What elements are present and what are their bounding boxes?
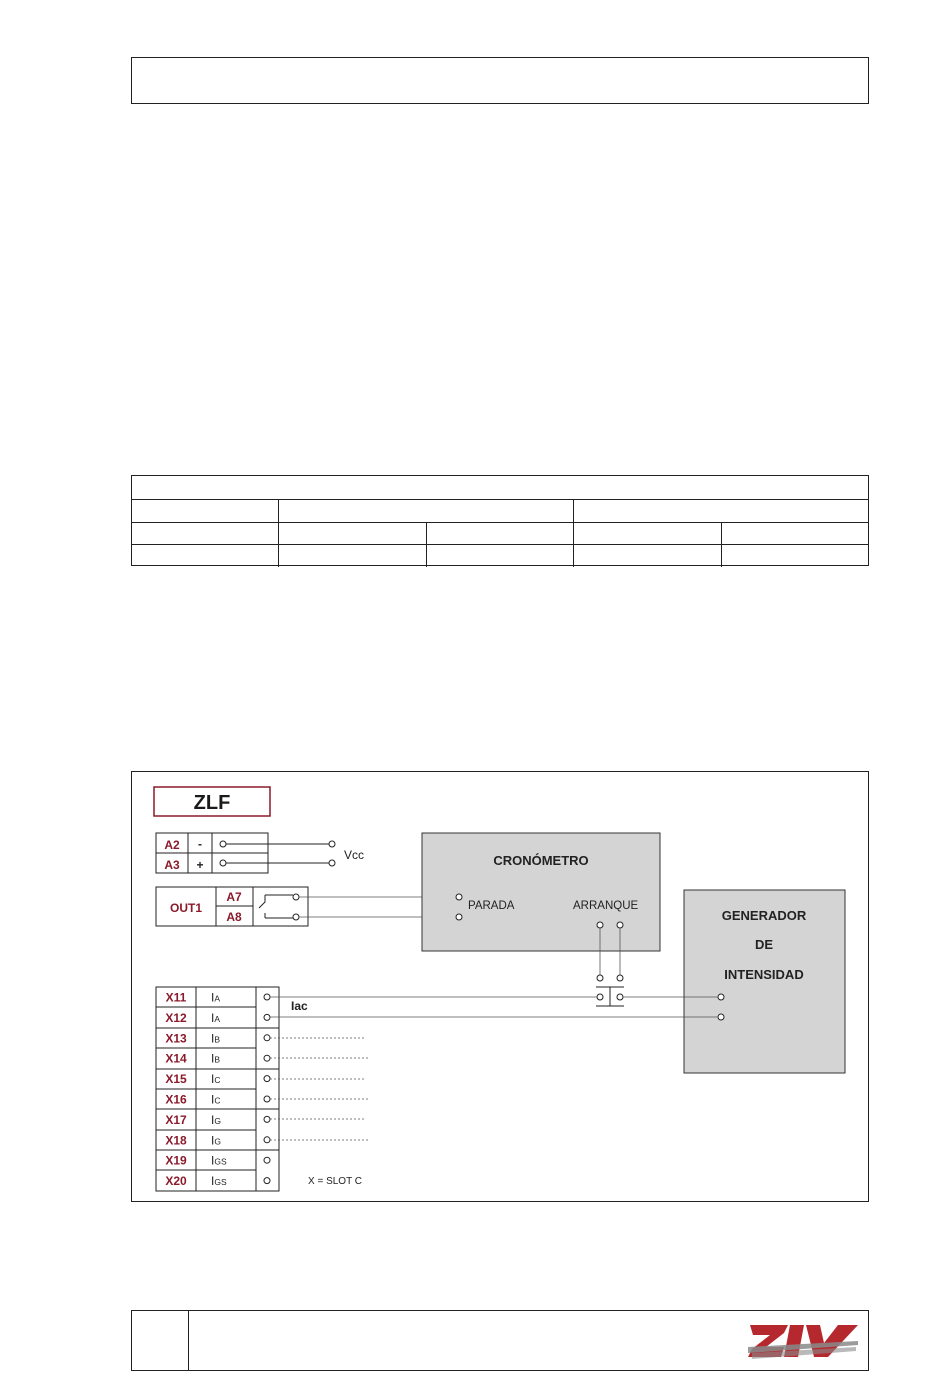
- terminal-connector: [264, 1178, 270, 1184]
- terminal-id-label: X15: [165, 1072, 187, 1087]
- terminal-id-label: X14: [165, 1051, 187, 1066]
- table-col-divider: [721, 522, 722, 567]
- terminal-signal-label: [211, 1133, 221, 1147]
- signal-main: I: [211, 1010, 215, 1025]
- terminal-a3-label: A3: [164, 858, 180, 872]
- terminal-signal-label: [211, 991, 220, 1005]
- terminal-id-label: X11: [165, 990, 187, 1005]
- terminal-a3-sign: +: [196, 858, 204, 872]
- table-row-divider: [132, 544, 868, 545]
- vcc-label: Vcc: [344, 848, 365, 862]
- chronometer-box: [422, 833, 660, 951]
- generator-title-line2: DE: [754, 937, 774, 952]
- terminal-connector: [264, 1096, 270, 1102]
- terminal-signal-label: [211, 1011, 220, 1025]
- vcc-terminal-block: [156, 833, 335, 873]
- signal-main: I: [211, 1092, 215, 1107]
- signal-subscript: B: [214, 1054, 221, 1065]
- terminal-id-label: X16: [165, 1092, 187, 1107]
- footer-separator: [188, 1311, 189, 1370]
- ziv-logo-icon: [748, 1323, 860, 1361]
- table-col-divider: [278, 499, 279, 567]
- signal-main: I: [211, 1031, 215, 1046]
- signal-subscript: C: [214, 1075, 221, 1086]
- signal-subscript: G: [214, 1115, 221, 1126]
- generator-title-line3: INTENSIDAD: [724, 967, 804, 982]
- terminal-signal-label: [211, 1154, 227, 1168]
- header-box: [131, 57, 869, 104]
- signal-subscript: GS: [214, 1156, 227, 1167]
- device-label: ZLF: [193, 792, 231, 814]
- terminal-signal-label: [211, 1052, 220, 1066]
- generator-title-line1: GENERADOR: [721, 908, 807, 923]
- wiring-diagram-svg: [132, 772, 868, 1201]
- chronometer-stop-label: PARADA: [468, 900, 515, 912]
- chronometer-title: CRONÓMETRO: [493, 853, 589, 868]
- start-contact: [596, 987, 624, 1006]
- signal-subscript: B: [214, 1034, 221, 1045]
- signal-main: I: [211, 1112, 215, 1127]
- signal-main: I: [211, 1051, 215, 1066]
- signal-subscript: G: [214, 1136, 221, 1147]
- signal-subscript: A: [214, 993, 221, 1004]
- terminal-connector: [264, 994, 270, 1000]
- table-col-divider: [426, 522, 427, 567]
- terminal-a2-label: A2: [164, 838, 180, 852]
- out1-label: OUT1: [169, 901, 203, 915]
- signal-subscript: C: [214, 1095, 221, 1106]
- terminal-signal-label: [211, 1174, 227, 1188]
- slot-note: X = SLOT C: [308, 1176, 363, 1187]
- table-row-divider: [132, 499, 868, 500]
- terminal-connector: [264, 1137, 270, 1143]
- terminal-connector: [264, 1055, 270, 1061]
- terminal-connector: [264, 1116, 270, 1122]
- terminal-signal-label: [211, 1031, 220, 1045]
- page-footer: [131, 1310, 869, 1371]
- terminal-id-label: X13: [165, 1031, 187, 1046]
- table-row-divider: [132, 522, 868, 523]
- terminal-id-label: X20: [165, 1174, 187, 1189]
- terminal-connector: [264, 1014, 270, 1020]
- terminal-connector: [264, 1076, 270, 1082]
- iac-label: Iac: [291, 999, 308, 1013]
- current-terminal-block: [156, 987, 279, 1191]
- signal-main: I: [211, 1153, 215, 1168]
- signal-subscript: GS: [214, 1177, 227, 1188]
- terminal-connector: [264, 1035, 270, 1041]
- terminal-signal-label: [211, 1072, 220, 1086]
- terminal-connector: [264, 1157, 270, 1163]
- terminal-signal-label: [211, 1113, 221, 1127]
- terminal-signal-label: [211, 1093, 220, 1107]
- terminal-a2-sign: -: [198, 837, 202, 851]
- signal-main: I: [211, 1174, 215, 1189]
- out1-terminal-block: [156, 887, 308, 926]
- wiring-diagram: [131, 771, 869, 1202]
- data-table: [131, 475, 869, 566]
- terminal-id-label: X17: [165, 1112, 187, 1127]
- terminal-id-label: X12: [165, 1010, 187, 1025]
- signal-subscript: A: [214, 1013, 221, 1024]
- chronometer-start-label: ARRANQUE: [573, 900, 639, 912]
- signal-main: I: [211, 990, 215, 1005]
- signal-main: I: [211, 1072, 215, 1087]
- terminal-id-label: X19: [165, 1153, 187, 1168]
- terminal-a8-label: A8: [226, 910, 242, 924]
- table-col-divider: [573, 499, 574, 567]
- signal-main: I: [211, 1133, 215, 1148]
- terminal-a7-label: A7: [226, 890, 242, 904]
- terminal-id-label: X18: [165, 1133, 187, 1148]
